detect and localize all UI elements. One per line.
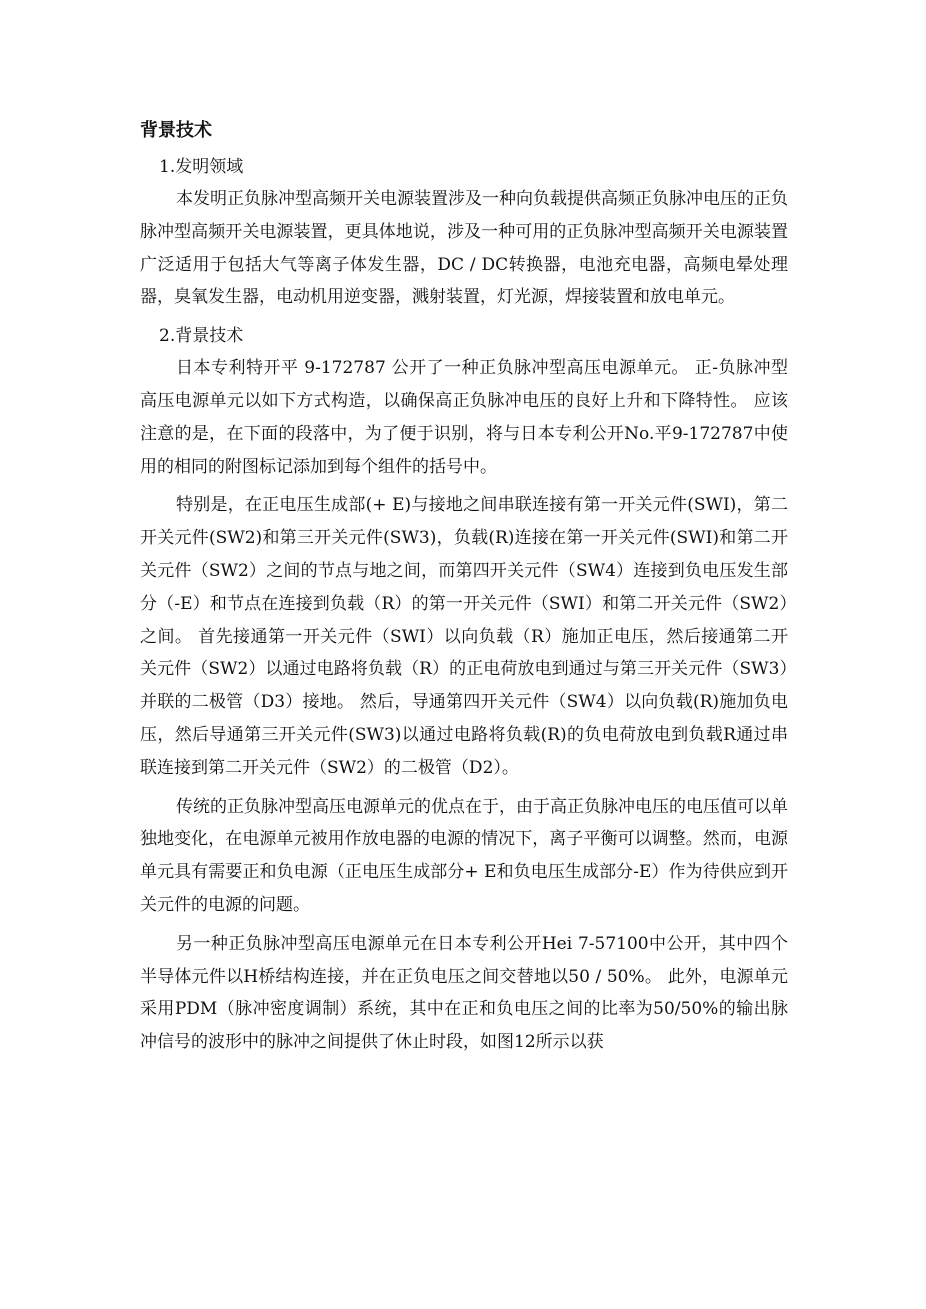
section-title: 背景技术 — [140, 120, 212, 141]
paragraph: 另一种正负脉冲型高压电源单元在日本专利公开Hei 7-57100中公开，其中四个半导体元件以H桥结构连接，并在正负电压之间交替地以50 / 50%。 此外，电源单元采用PDM（脉冲密度调制）系统，其中在正和负电压之间的比率为50/50%的输出脉冲信号的波形中的脉冲之间提供了休止时段，如图12所示以获 — [140, 933, 788, 1053]
paragraph: 传统的正负脉冲型高压电源单元的优点在于，由于高正负脉冲电压的电压值可以单独地变化，在电源单元被用作放电器的电源的情况下，离子平衡可以调整。然而，电源单元具有需要正和负电源（正电压生成部分+ E和负电压生成部分-E）作为待供应到开关元件的电源的问题。 — [140, 796, 788, 915]
document-body — [140, 117, 788, 1065]
paragraph: 日本专利特开平 9-172787 公开了一种正负脉冲型高压电源单元。 正-负脉冲型高压电源单元以如下方式构造，以确保高正负脉冲电压的良好上升和下降特性。 应该注意的是，在下面的段落中，为了便于识别，将与日本专利公开No.平9-172787中使用的相同的附图标记添加到每个组件的括号中。 — [140, 358, 788, 477]
background-heading: 2.背景技术 — [159, 326, 244, 347]
field-paragraph: 本发明正负脉冲型高频开关电源装置涉及一种向负载提供高频正负脉冲电压的正负脉冲型高频开关电源装置，更具体地说，涉及一种可用的正负脉冲型高频开关电源装置广泛适用于包括大气等离子体发生器，DC / DC转换器，电池充电器，高频电晕处理器，臭氧发生器，电动机用逆变器，溅射装置，灯光源，焊接装置和放电单元。 — [140, 189, 788, 308]
field-heading: 1.发明领域 — [159, 157, 244, 177]
paragraph: 特别是，在正电压生成部(+ E)与接地之间串联连接有第一开关元件(SWI)，第二开关元件(SW2)和第三开关元件(SW3)，负载(R)连接在第一开关元件(SWI)和第二开关元件（SW2）之间的节点与地之间，而第四开关元件（SW4）连接到负电压发生部分（-E）和节点在连接到负载（R）的第一开关元件（SWI）和第二开关元件（SW2）之间。 首先接通第一开关元件（SWI）以向负载（R）施加正电压，然后接通第二开关元件（SW2）以通过电路将负载（R）的正电荷放电到通过与第三开关元件（SW3）并联的二极管（D3）接地。 然后，导通第四开关元件（SW4）以向负载(R)施加负电压，然后导通第三开关元件(SW3)以通过电路将负载(R)的负电荷放电到负载R通过串联连接到第二开关元件（SW2）的二极管（D2）。 — [140, 495, 788, 778]
